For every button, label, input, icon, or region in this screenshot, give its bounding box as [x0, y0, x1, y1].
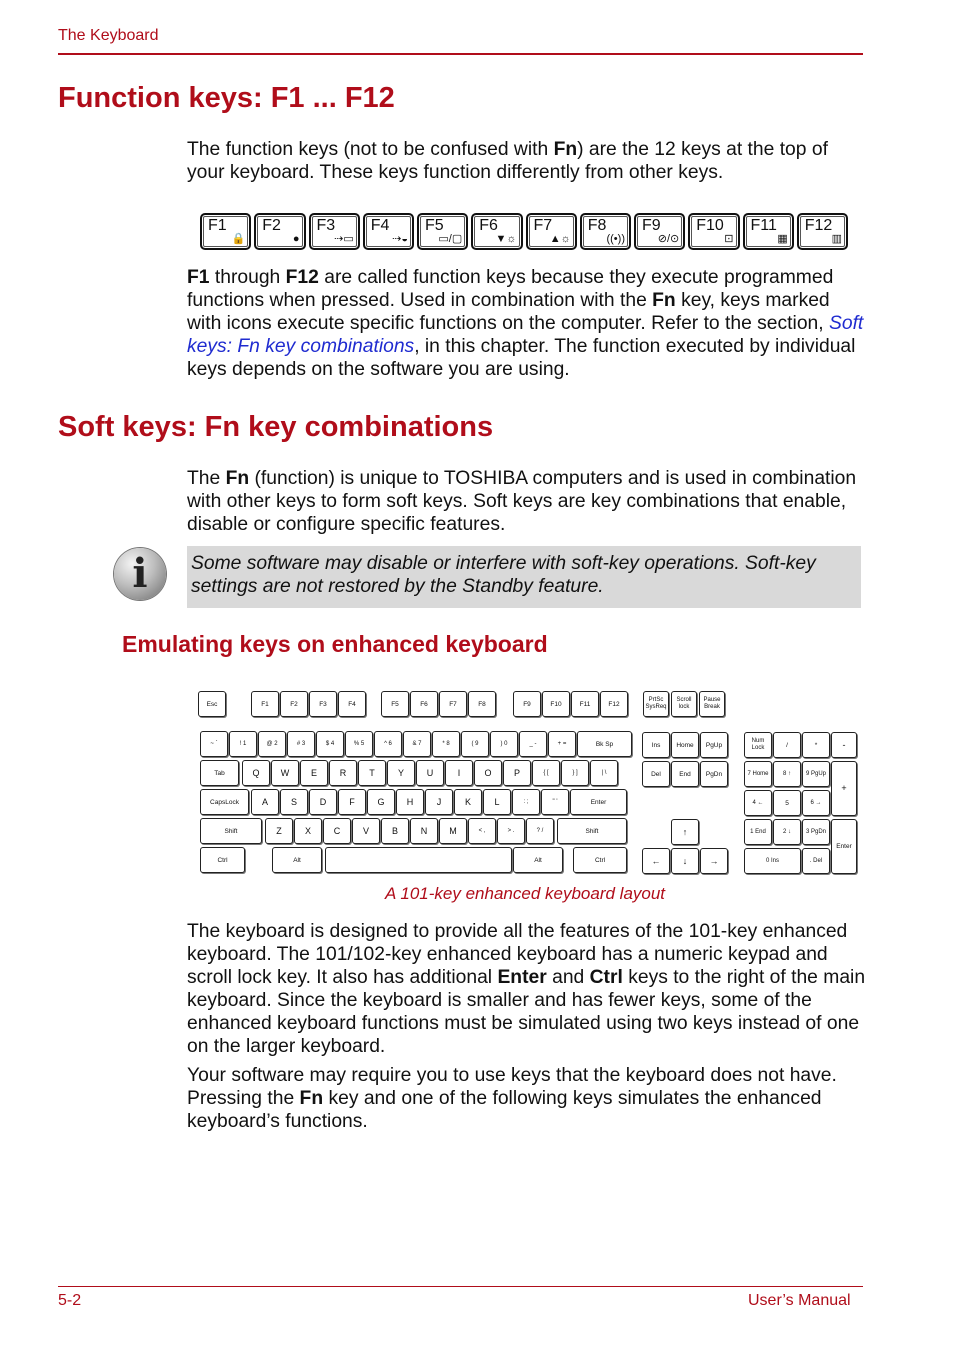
function-key-strip [200, 213, 848, 250]
key-capslock: CapsLock [200, 789, 249, 815]
key-left-shift: Shift [200, 818, 262, 844]
key-scroll-lock: Scroll lock [671, 691, 697, 717]
fkey-function-icon: ⇢◒ [392, 233, 408, 245]
key-num-minus: - [831, 732, 857, 758]
keyboard-diagram [195, 688, 860, 878]
key-num-multiply: * [802, 732, 830, 758]
key-num-7: 7 Home [744, 761, 772, 787]
manual-title: User’s Manual [748, 1292, 851, 1309]
key-space [325, 847, 512, 873]
key-f1: F1 [251, 691, 279, 717]
key-letter: Q [242, 760, 270, 786]
key-letter: N [410, 818, 438, 844]
fkey-label: F7 [533, 217, 553, 234]
emulating-heading: Emulating keys on enhanced keyboard [122, 631, 548, 657]
fkey-label: F2 [262, 217, 281, 234]
fkey-f10 [688, 213, 739, 250]
key-letter: S [280, 789, 308, 815]
key-number-row: # 3 [287, 731, 315, 757]
emulating-paragraph-2: Your software may require you to use keys that the keyboard does not have. Pressing the Fn key and one of the following keys simulates the enhanced keyboard’s functions. [187, 1065, 837, 1132]
fkey-f12 [797, 213, 848, 250]
key-letter: D [309, 789, 337, 815]
key-letter: Y [387, 760, 415, 786]
key-enter: Enter [570, 789, 627, 815]
key-letter: B [381, 818, 409, 844]
key-letter: } ] [561, 760, 589, 786]
key-number-row: % 5 [345, 731, 373, 757]
key-num-5: 5 [773, 790, 801, 816]
fkey-label: F1 [208, 217, 227, 234]
keyboard-caption: A 101-key enhanced keyboard layout [384, 884, 666, 903]
key-f10: F10 [542, 691, 570, 717]
key-num-9: 9 PgUp [802, 761, 830, 787]
key-f6: F6 [410, 691, 438, 717]
key-f7: F7 [439, 691, 467, 717]
key-num-enter: Enter [831, 819, 857, 874]
key-letter: I [445, 760, 473, 786]
key-number-row: ) 0 [490, 731, 518, 757]
key-letter: C [323, 818, 351, 844]
function-keys-heading: Function keys: F1 ... F12 [58, 82, 395, 114]
key-esc: Esc [198, 691, 226, 717]
key-right-ctrl: Ctrl [573, 847, 627, 873]
key-end: End [671, 761, 699, 787]
page-number: 5-2 [58, 1292, 82, 1309]
fkey-function-icon: ⇢▭ [334, 233, 354, 245]
key-num-divide: / [773, 732, 801, 758]
fkey-label: F11 [750, 217, 777, 234]
fkey-f11 [743, 213, 794, 250]
fkey-function-icon: ▼☼ [495, 233, 517, 245]
fkey-f2 [254, 213, 305, 250]
running-header: The Keyboard [58, 27, 159, 44]
key-number-row: & 7 [403, 731, 431, 757]
key-number-row: ! 1 [229, 731, 257, 757]
fkey-f5 [417, 213, 468, 250]
key-num-4: 4 ← [744, 790, 772, 816]
key-letter: T [358, 760, 386, 786]
key-f3: F3 [309, 691, 337, 717]
fkey-label: F4 [370, 217, 390, 234]
fkey-label: F12 [804, 217, 833, 234]
key-f11: F11 [571, 691, 599, 717]
key-letter: X [294, 818, 322, 844]
fkey-f1 [200, 213, 251, 250]
key-number-row: @ 2 [258, 731, 286, 757]
fkey-label: F3 [316, 217, 336, 234]
key-letter: O [474, 760, 502, 786]
key-right-shift: Shift [557, 818, 627, 844]
key-letter: A [251, 789, 279, 815]
key-left-ctrl: Ctrl [200, 847, 245, 873]
key-num-plus: + [831, 761, 857, 816]
key-num-3: 3 PgDn [802, 819, 830, 845]
key-letter: ? / [526, 818, 554, 844]
fkey-label: F6 [479, 217, 498, 234]
key-num-6: 6 → [802, 790, 830, 816]
key-letter: > . [497, 818, 525, 844]
fkey-f3 [309, 213, 360, 250]
fkey-f8 [580, 213, 631, 250]
fkey-f6 [471, 213, 522, 250]
key-letter: U [416, 760, 444, 786]
footer-rule [58, 1286, 863, 1287]
key-pgup: PgUp [700, 732, 728, 758]
fkey-function-icon: ▭/▢ [438, 233, 463, 245]
key-left-alt: Alt [272, 847, 322, 873]
fkey-function-icon: ((•)) [606, 233, 625, 245]
key-ins: Ins [642, 732, 670, 758]
fkey-label: F8 [587, 217, 607, 234]
soft-keys-heading: Soft keys: Fn key combinations [58, 411, 494, 443]
key-pgdn: PgDn [700, 761, 728, 787]
fkey-function-icon: ⊡ [724, 233, 734, 245]
key-backspace: Bk Sp [577, 731, 632, 757]
function-keys-intro: The function keys (not to be confused with Fn) are the 12 keys at the top of your keyboard. These keys function differently from other keys. [187, 139, 828, 183]
key-num-2: 2 ↓ [773, 819, 801, 845]
key-letter: H [396, 789, 424, 815]
key-f2: F2 [280, 691, 308, 717]
key-letter: J [425, 789, 453, 815]
key-arrow-down: ↓ [671, 848, 699, 874]
key-letter: M [439, 818, 467, 844]
key-numlock: Num Lock [744, 732, 772, 758]
key-letter: Z [265, 818, 293, 844]
key-f4: F4 [338, 691, 366, 717]
soft-keys-intro: The Fn (function) is unique to TOSHIBA computers and is used in combination with other keys to form soft keys. Soft keys are key combinations that enable, disable or configure specific features. [187, 468, 857, 535]
soft-keys-link[interactable]: Soft keys: Fn key combinations [187, 313, 864, 357]
key-letter: { [ [532, 760, 560, 786]
key-f12: F12 [600, 691, 628, 717]
fkey-function-icon: ▲☼ [549, 233, 571, 245]
function-keys-body: F1 through F12 are called function keys because they execute programmed functions when pressed. Used in combination with the Fn key, keys marked with icons execute specific functions on the computer. Refer to the section, Soft keys: Fn key combinations, in this chapter. The function executed by individual keys depends on the software you are using. [187, 267, 864, 380]
key-arrow-right: → [700, 848, 728, 874]
key-num-del: . Del [802, 848, 830, 874]
key-number-row: $ 4 [316, 731, 344, 757]
key-letter: G [367, 789, 395, 815]
key-tab: Tab [200, 760, 239, 786]
key-num-8: 8 ↑ [773, 761, 801, 787]
key-number-row: ^ 6 [374, 731, 402, 757]
key-num-0: 0 Ins [744, 848, 801, 874]
key-prtsc: PrtSc SysReq [643, 691, 669, 717]
fkey-function-icon: ● [292, 233, 300, 245]
fkey-f9 [634, 213, 685, 250]
key-arrow-left: ← [642, 848, 670, 874]
key-number-row: _ - [519, 731, 547, 757]
key-letter: : ; [512, 789, 540, 815]
header-rule [58, 53, 863, 55]
key-number-row: * 8 [432, 731, 460, 757]
key-letter: F [338, 789, 366, 815]
key-letter: V [352, 818, 380, 844]
fkey-label: F5 [425, 217, 444, 234]
key-letter: P [503, 760, 531, 786]
key-f9: F9 [513, 691, 541, 717]
key-number-row: ~ ` [200, 731, 228, 757]
fkey-label: F10 [696, 217, 724, 234]
fkey-label: F9 [642, 217, 661, 234]
key-letter: < , [468, 818, 496, 844]
key-letter: L [483, 789, 511, 815]
fkey-function-icon: ▦ [777, 233, 788, 245]
key-number-row: ( 9 [461, 731, 489, 757]
key-del: Del [642, 761, 670, 787]
key-number-row: + = [548, 731, 576, 757]
fkey-f4 [363, 213, 414, 250]
key-right-alt: Alt [513, 847, 563, 873]
note-box: Some software may disable or interfere with soft-key operations. Soft-key settings are not restored by the Standby feature. [187, 546, 861, 608]
emulating-paragraph-1: The keyboard is designed to provide all the features of the 101-key enhanced keyboard. The 101/102-key enhanced keyboard has a numeric keypad and scroll lock key. It also has additional Enter and Ctrl keys to the right of the main keyboard. Since the keyboard is smaller and has fewer keys, some of the enhanced keyboard functions must be simulated using two keys instead of one on the larger keyboard. [187, 921, 866, 1057]
key-home: Home [671, 732, 699, 758]
info-icon: i [114, 548, 166, 600]
key-f8: F8 [468, 691, 496, 717]
key-letter: | \ [590, 760, 618, 786]
fkey-f7 [526, 213, 577, 250]
key-letter: " ' [541, 789, 569, 815]
key-letter: E [300, 760, 328, 786]
fkey-function-icon: ⊘/⊙ [657, 233, 680, 245]
fkey-function-icon: ▥ [831, 233, 842, 245]
key-letter: W [271, 760, 299, 786]
key-letter: K [454, 789, 482, 815]
fkey-function-icon: 🔒 [231, 233, 246, 245]
key-letter: R [329, 760, 357, 786]
key-num-1: 1 End [744, 819, 772, 845]
key-f5: F5 [381, 691, 409, 717]
key-pause: Pause Break [699, 691, 725, 717]
key-arrow-up: ↑ [671, 819, 699, 845]
